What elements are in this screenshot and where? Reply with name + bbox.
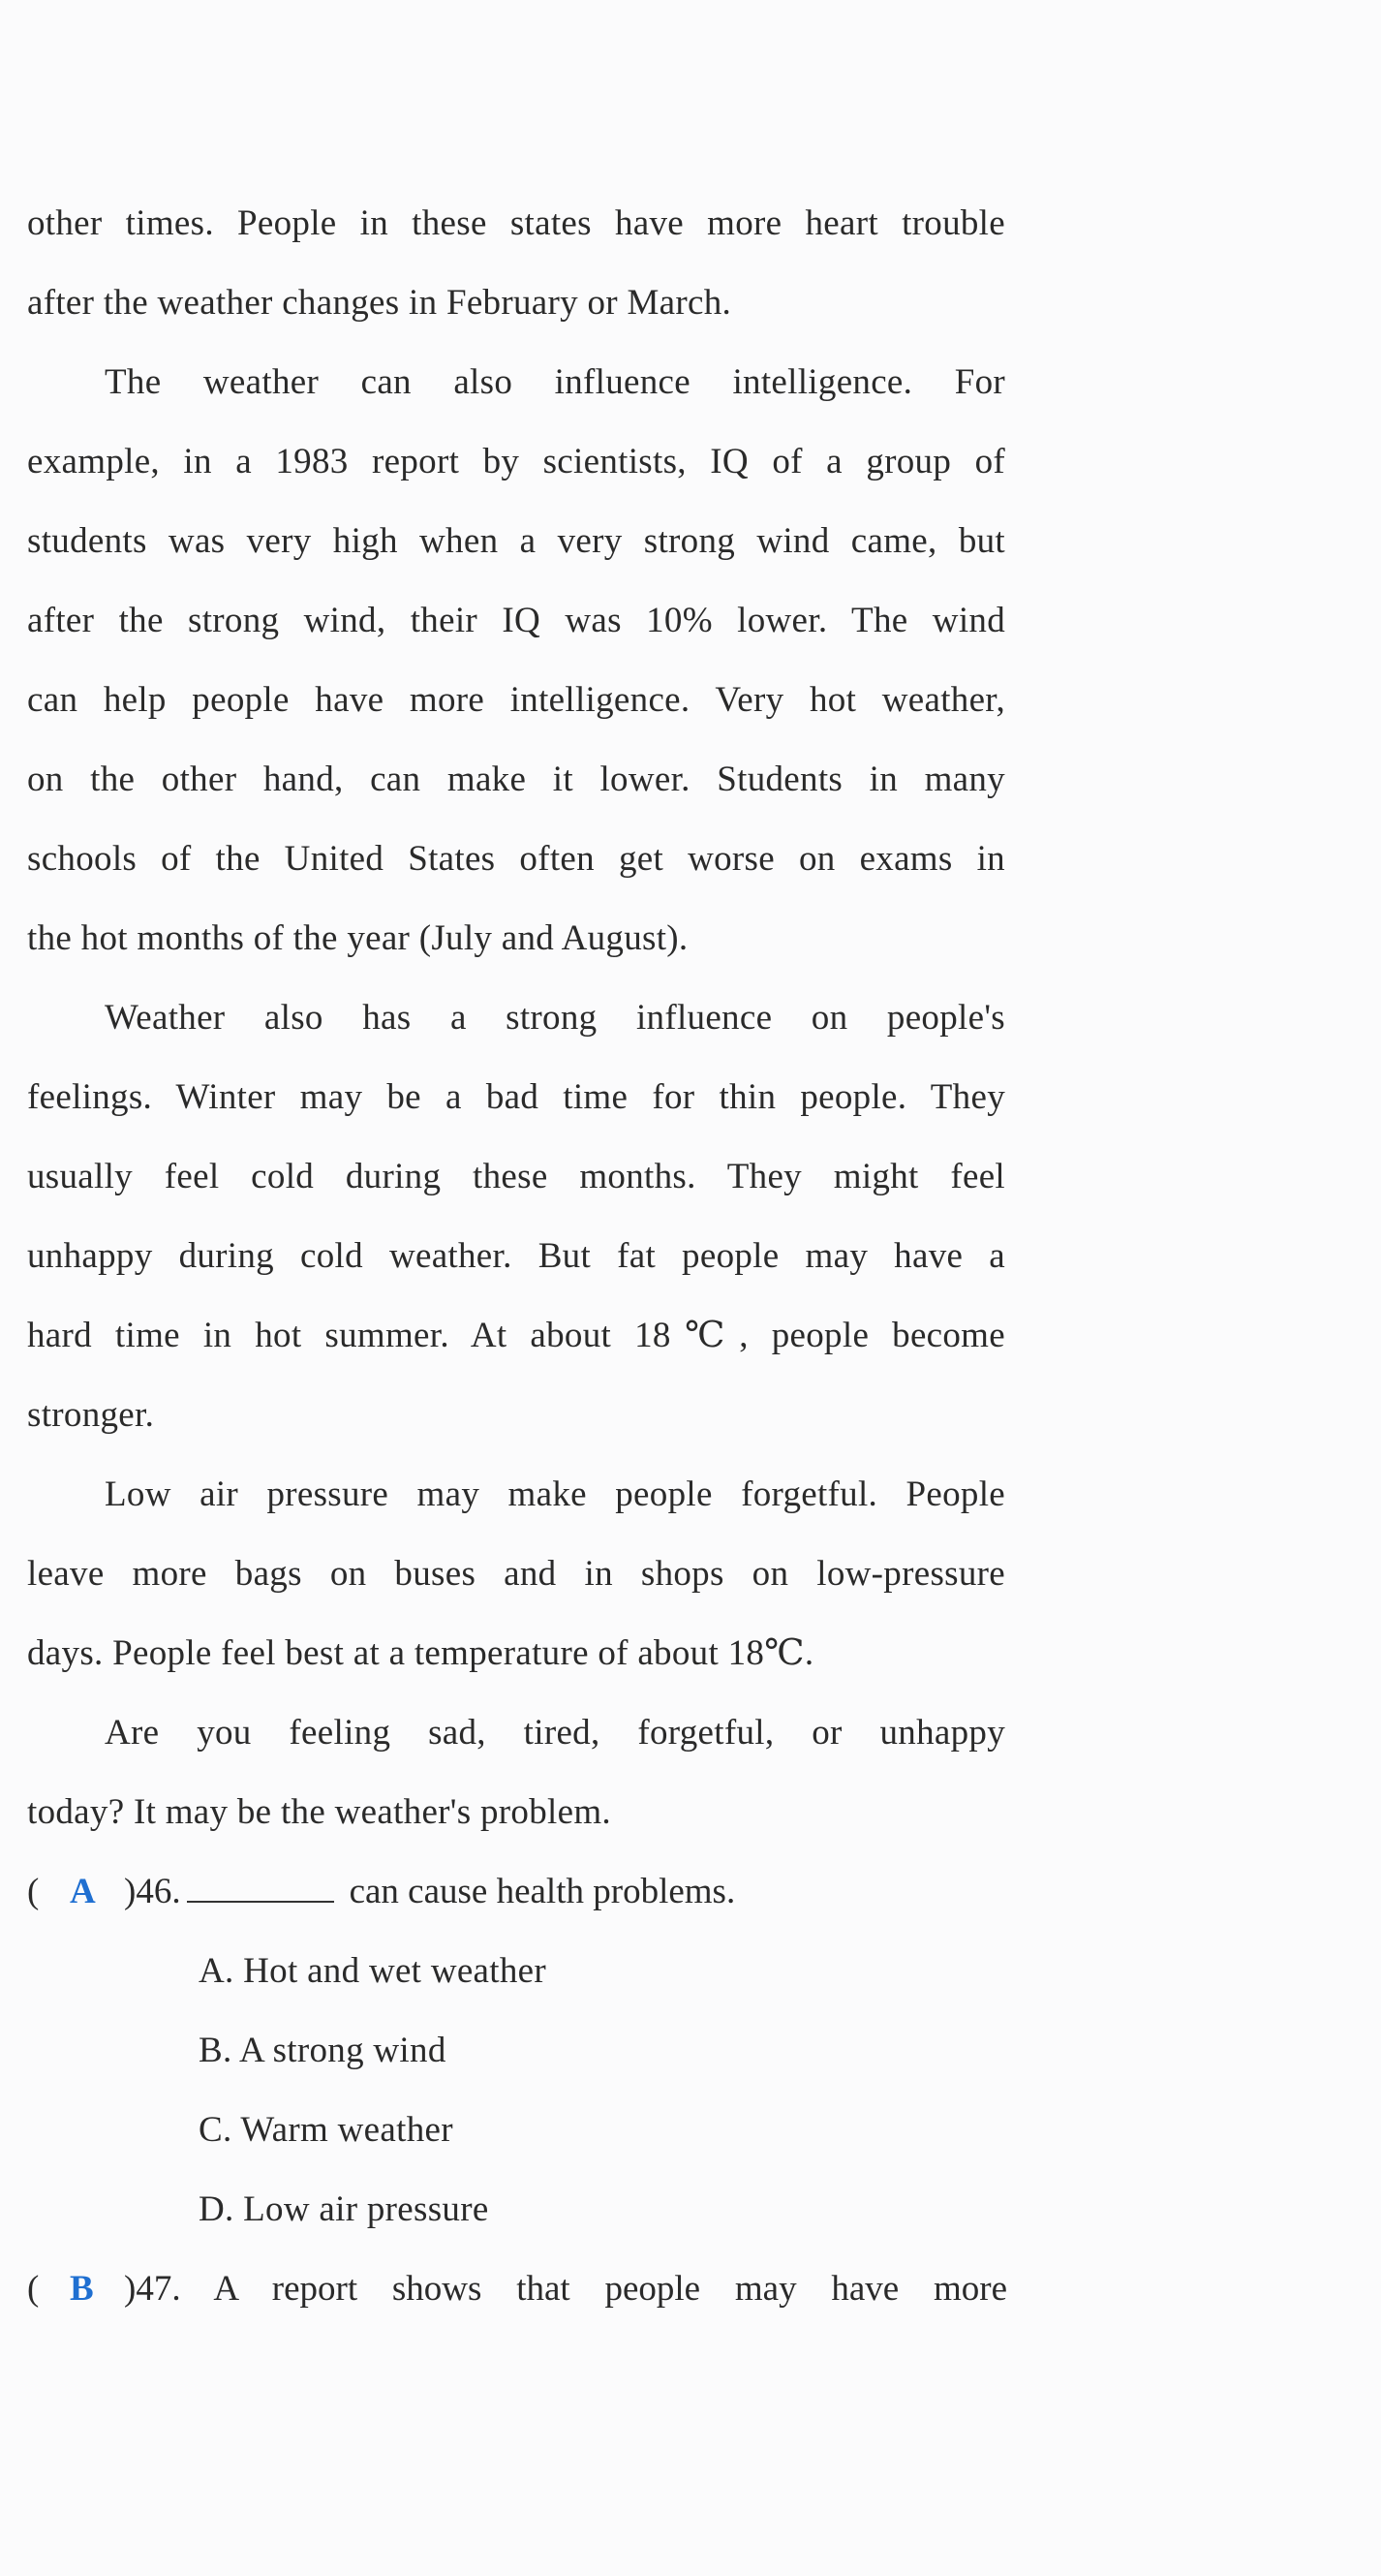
question-paren: (: [27, 2269, 40, 2309]
passage-line: after the strong wind, their IQ was 10% lower. The wind: [27, 601, 1005, 640]
passage-line: other times. People in these states have more heart trouble: [27, 203, 1005, 243]
passage-line: leave more bags on buses and in shops on low-pressure: [27, 1554, 1005, 1594]
passage-line: can help people have more intelligence. Very hot weather,: [27, 680, 1005, 720]
question-number: )47.: [124, 2269, 181, 2309]
question-stem: [124, 1868, 735, 1916]
passage-line: example, in a 1983 report by scientists, IQ of a group of: [27, 442, 1005, 481]
passage-line: Are you feeling sad, tired, forgetful, or unhappy: [105, 1713, 1005, 1753]
passage-line: Weather also has a strong influence on people's: [105, 998, 1005, 1038]
answer-letter: B: [70, 2269, 94, 2309]
passage-line: students was very high when a very strong wind came, but: [27, 521, 1005, 561]
passage-line: unhappy during cold weather. But fat people may have a: [27, 1236, 1005, 1276]
option-a: A. Hot and wet weather: [199, 1951, 547, 1991]
question-number: )46.: [124, 1872, 181, 1911]
passage-line: after the weather changes in February or March.: [27, 283, 732, 323]
answer-letter: A: [70, 1872, 96, 1911]
passage-line: on the other hand, can make it lower. Students in many: [27, 760, 1005, 799]
option-d: D. Low air pressure: [199, 2189, 489, 2229]
question-stem: [124, 2265, 1007, 2313]
question-text: can cause health problems.: [349, 1872, 736, 1911]
answer-blank: [187, 1868, 334, 1903]
passage-line: The weather can also influence intelligence. For: [105, 362, 1005, 402]
passage-line: schools of the United States often get worse on exams in: [27, 839, 1005, 879]
passage-line: feelings. Winter may be a bad time for thin people. They: [27, 1077, 1005, 1117]
passage-line: usually feel cold during these months. They might feel: [27, 1157, 1005, 1196]
question-text: A report shows that people may have more: [213, 2269, 1008, 2309]
passage-line: Low air pressure may make people forgetful. People: [105, 1474, 1005, 1514]
question-paren: (: [27, 1872, 40, 1911]
option-b: B. A strong wind: [199, 2031, 446, 2070]
passage-line: today? It may be the weather's problem.: [27, 1792, 611, 1832]
passage-line: hard time in hot summer. At about 18℃, people become: [27, 1316, 1005, 1355]
option-c: C. Warm weather: [199, 2110, 453, 2150]
passage-line: days. People feel best at a temperature of about 18℃.: [27, 1633, 814, 1673]
passage-line: the hot months of the year (July and August).: [27, 918, 689, 958]
passage-line: stronger.: [27, 1395, 155, 1435]
